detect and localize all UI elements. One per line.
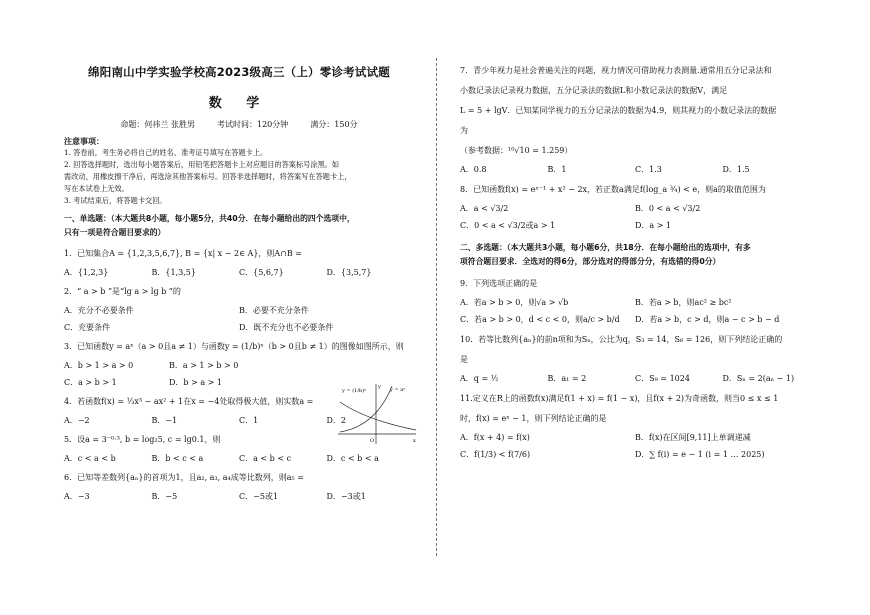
exam-title: 绵阳南山中学实验学校高2023级高三（上）零诊考试试题 (88, 65, 390, 79)
option-d: D．a > 1 (635, 221, 672, 230)
note-line: 2. 回答选择题时，选出每小题答案后，用铅笔把答题卡上对应题目的答案标号涂黑。如 (64, 160, 340, 169)
question-2-options-row1 (64, 305, 414, 316)
option-b: B．0 < a < √3/2 (635, 204, 701, 213)
question-9-options-row1 (460, 297, 810, 308)
option-b: B．必要不充分条件 (239, 306, 309, 315)
option-b: B．{1,3,5} (151, 268, 196, 277)
option-c: C．a > b > 1 (64, 378, 117, 387)
notes-heading: 注意事项： (64, 137, 104, 146)
exam-meta (64, 119, 414, 130)
note-line: 1. 答卷前，考生务必将自己的姓名、准考证号填写在答题卡上。 (64, 148, 268, 157)
question-1: 1．已知集合A = {1,2,3,5,6,7}, B = {x| x − 2∈ A}，则A∩B = (64, 249, 303, 258)
option-c: C．−5或1 (239, 492, 279, 501)
exam-score: 满分：150分 (310, 120, 358, 129)
graph-label-growth: y = aˣ (390, 387, 406, 393)
option-c: C．0 < a < √3/2或a > 1 (460, 221, 556, 230)
option-a: A．0.8 (460, 165, 487, 174)
question-8-options-row1 (460, 203, 810, 214)
graph-y-label: y (378, 384, 381, 390)
question-7: 7．青少年视力是社会普遍关注的问题，视力情况可借助视力表测量.通常用五分记录法和 (460, 66, 772, 75)
question-7-options (460, 164, 810, 175)
option-a: A．c < a < b (64, 454, 116, 463)
option-c: C．a < b < c (239, 454, 292, 463)
column-divider (436, 58, 437, 556)
question-3-options-row1 (64, 360, 274, 371)
question-4: 4．若函数f(x) = ⅓x³ − ax² + 1在x = −4处取得极大值，则实数a = (64, 397, 314, 406)
option-d: D．∑ f(i) = e − 1 (i = 1 … 2025) (635, 450, 765, 459)
graph-label-decay: y = (1/b)ˣ (342, 388, 367, 394)
note-line: 需改动，用橡皮擦干净后，再选涂其他答案标号。回答非选择题时，将答案写在答题卡上， (64, 172, 352, 181)
note-line: 3. 考试结束后，将答题卡交回。 (64, 196, 167, 205)
option-d: D．既不充分也不必要条件 (239, 323, 334, 332)
option-a: A．b > 1 > a > 0 (64, 361, 134, 370)
option-a: A．−3 (64, 492, 90, 501)
note-line: 写在本试卷上无效。 (64, 184, 129, 193)
option-a: A．{1,2,3} (64, 268, 109, 277)
option-a: A．a < √3/2 (460, 204, 509, 213)
option-d: D．若a > b，c > d，则a − c > b − d (635, 315, 780, 324)
option-d: D．{3,5,7} (326, 268, 372, 277)
question-11-options-row1 (460, 432, 810, 443)
option-c: C．1 (239, 416, 259, 425)
section-multi-choice-cont: 项符合题目要求．全选对的得6分，部分选对的得部分分，有选错的得0分） (460, 257, 721, 266)
graph-x-label: x (413, 438, 416, 444)
option-d: D．b > a > 1 (169, 378, 222, 387)
right-column (460, 64, 810, 460)
question-11: 11.定义在R上的函数f(x)满足f(1 + x) = f(1 − x)，且f(x + 2)为奇函数，则当0 ≤ x ≤ 1 (460, 394, 779, 403)
question-2: 2．“ a > b ”是“lg a > lg b ”的 (64, 287, 181, 296)
option-d: D．2 (326, 416, 347, 425)
option-d: D．Sₙ = 2(aₙ − 1) (722, 374, 795, 383)
question-2-options-row2 (64, 322, 414, 333)
section-single-choice: 一、单选题：（本大题共8小题，每小题5分，共40分．在每小题给出的四个选项中， (64, 214, 355, 223)
option-a: A．f(x + 4) = f(x) (460, 433, 530, 442)
option-d: D．1.5 (722, 165, 750, 174)
option-c: C．f(1/3) < f(7/6) (460, 450, 531, 459)
option-d: D．−3或1 (326, 492, 366, 501)
question-10-cont: 是 (460, 355, 468, 364)
option-b: B．−5 (151, 492, 178, 501)
option-c: C．{5,6,7} (239, 268, 284, 277)
question-7-cont: L = 5 + lgV．已知某同学视力的五分记录法的数据为4.9，则其视力的小数记录法的数据 (460, 106, 777, 115)
subject-heading: 数 学 (208, 96, 270, 111)
question-10-options (460, 373, 810, 384)
question-6: 6．已知等差数列{aₙ}的首项为1，且a₂, a₃, a₄成等比数列，则a₅ = (64, 473, 304, 482)
option-a: A．−2 (64, 416, 90, 425)
option-d: D．c < b < a (326, 454, 379, 463)
question-5-options (64, 453, 414, 464)
question-8: 8．已知函数f(x) = eˣ⁻¹ + x² − 2x，若正数a满足f(log_a ¾) < e，则a的取值范围为 (460, 185, 766, 194)
question-11-options-row2 (460, 449, 810, 460)
option-b: B．f(x)在区间[9,11]上单调递减 (635, 433, 751, 442)
option-a: A．q = ½ (460, 374, 499, 383)
question-7-cont: 小数记录法记录视力数据，五分记录法的数据L和小数记录法的数据V，满足 (460, 86, 728, 95)
exam-time: 考试时间：120分钟 (216, 120, 289, 129)
section-single-choice-cont: 只有一项是符合题目要求的） (64, 228, 166, 237)
decay-curve (340, 402, 416, 430)
option-b: B．a > 1 > b > 0 (169, 361, 239, 370)
option-c: C．若a > b > 0，d < c < 0，则a/c > b/d (460, 315, 620, 324)
option-b: B．−1 (151, 416, 178, 425)
graph-origin: O (370, 438, 375, 444)
question-6-options (64, 491, 414, 502)
section-multi-choice: 二、多选题：（本大题共3小题，每小题6分，共18分．在每小题给出的选项中，有多 (460, 243, 751, 252)
exam-setter: 命题：何祎兰 张胜男 (120, 120, 195, 129)
option-c: C．充要条件 (64, 323, 111, 332)
exponential-graph (336, 382, 418, 446)
option-b: B．1 (547, 165, 567, 174)
option-a: A．若a > b > 0，则√a > √b (460, 298, 569, 307)
question-1-options (64, 267, 414, 278)
option-b: B．b < c < a (151, 454, 204, 463)
question-3: 3．已知函数y = aˣ（a > 0且a ≠ 1）与函数y = (1/b)ˣ（b > 0且b ≠ 1）的图像如图所示，则 (64, 342, 404, 351)
option-c: C．S₉ = 1024 (635, 374, 690, 383)
question-5: 5．设a = 3⁻⁰·³, b = log₂5, c = lg0.1，则 (64, 435, 221, 444)
question-11-cont: 时，f(x) = eˣ − 1，则下列结论正确的是 (460, 414, 607, 423)
question-7-reference: （参考数据：¹⁰√10 = 1.259） (460, 146, 573, 155)
question-3-options-row2 (64, 377, 274, 388)
question-9-options-row2 (460, 314, 810, 325)
option-c: C．1.3 (635, 165, 662, 174)
question-9: 9．下列选项正确的是 (460, 279, 538, 288)
question-10: 10．若等比数列{aₙ}的前n项和为Sₙ，公比为q，S₃ = 14，S₆ = 126，则下列结论正确的 (460, 335, 783, 344)
option-b: B．a₁ = 2 (547, 374, 587, 383)
question-7-cont: 为 (460, 126, 468, 135)
question-8-options-row2 (460, 220, 810, 231)
option-a: A．充分不必要条件 (64, 306, 134, 315)
left-column (64, 64, 414, 502)
option-b: B．若a > b，则ac² ≥ bc² (635, 298, 732, 307)
